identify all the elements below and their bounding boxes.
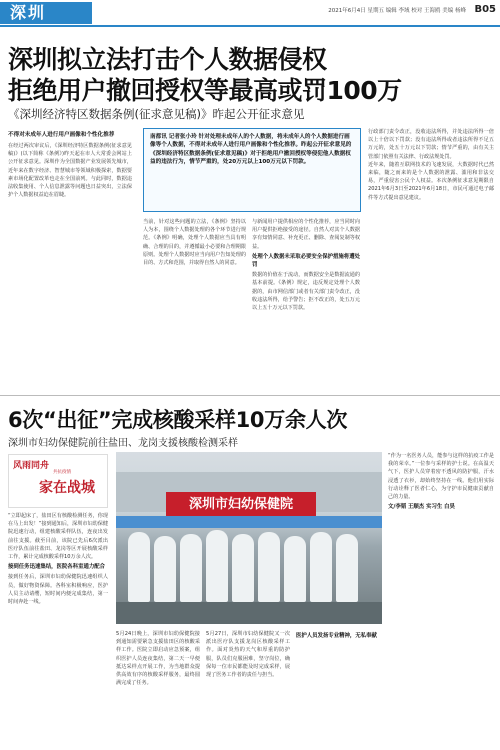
article2-headline: 6次“出征”完成核酸采样10万余人次 <box>8 408 348 432</box>
article2-subhead: 深圳市妇幼保健院前往盐田、龙岗支援核酸检测采样 <box>8 438 238 449</box>
article1-col4 <box>368 128 494 392</box>
header-meta: 2021年6月4日 星期五 编辑 李域 校对 王海鸥 美编 杨峰 <box>328 8 466 14</box>
a2-byline: 文/李韬 王顺杰 实习生 白昊 <box>388 504 455 511</box>
col3-text: 与新闻用户提供相应的个性化推荐，应当同时向用户提供拒绝接受的途径。自然人对其个人数据享有知情同意、补充更正、删除、查阅复制等权益。 <box>252 219 360 250</box>
photo-person <box>284 536 306 602</box>
photo-person <box>310 532 332 602</box>
photo-person <box>336 534 358 602</box>
a2-col1b-text: 接到任务后，深圳市妇幼保健院迅速组织人员，做好物资保障。各科室积极响应，医护人员主动请缨，短时间内便完成集结，第一时间奔赴一线。 <box>8 574 108 606</box>
a2-col2-text: 5月24日晚上，深圳市妇幼保健院接到通知需要紧急支援盐田区的核酸采样工作。医院立即启动应急预案，组织医护人员连夜集结，第二天一早便抵达采样点开展工作，为当地群众提供高效有序的核酸采样服务，最终圆满完成了任务。 <box>116 631 200 687</box>
article1-headline <box>8 44 498 106</box>
article2-col1 <box>8 512 108 744</box>
col4b-text: 近年来，随着互联网技术的飞速发展，大数据时代已然来临，随之而来的是个人数据的泄露、滥用和非法交易，严重侵害公民个人权益。本次条例征求意见期限自2021年6月3日至2021年6月18日，市民可通过电子邮件等方式提出意见建议。 <box>368 161 494 201</box>
article1-lead: 不得对未成年人进行用户画像和个性化推荐 <box>8 132 115 138</box>
headline-line1: 深圳拟立法打击个人数据侵权 <box>8 45 327 74</box>
logo-small-text: 共抗疫情 <box>53 470 71 475</box>
article1-col1 <box>8 142 132 392</box>
a2-col4-text: “作为一名医务人员，能参与这样的抗疫工作是我的荣幸。”一位参与采样的护士说。在高温天气下，医护人员穿着密不透风的防护服，汗水浸透了衣衫，却始终坚持在一线。他们用实际行动诠释了医者仁心，为守护市民健康贡献自己的力量。 <box>388 453 494 501</box>
logo-top-text: 风雨同舟 <box>13 461 50 471</box>
logo-bottom-text: 家在战城 <box>39 480 95 496</box>
photo-tent <box>116 516 382 528</box>
photo-banner: 深圳市妇幼保健院 <box>166 492 316 518</box>
col2-text: 当前，针对这些问题的立法，《条例》坚持以人为本，围绕个人数据处理的各个环节进行规范。《条例》明确，处理个人数据应当具有明确、合理的目的，并遵循最小必要和合理期限原则。处理个人数据时应当向用户告知处理的目的、方式和范围，并取得自然人的同意。 <box>143 219 246 267</box>
a2-col3-subheading: 医护人员发扬专业精神，无私奉献 <box>296 633 377 639</box>
a2-col1-text: “立即起床了，盐田区有核酸检测任务，你现在马上出发！”接到通知后，深圳市妇幼保健院迅速行动，组建核酸采样队伍，连夜出发前往支援。截至目前，该院已先后6次派出医疗队伍前往盐田、龙岗等区开展核酸采样工作，累计完成核酸采样10万余人次。 <box>8 513 108 561</box>
page-header <box>0 0 500 26</box>
photo-person <box>206 530 228 602</box>
photo-person <box>128 532 150 602</box>
photo-person <box>258 532 280 602</box>
article2-col4 <box>388 452 494 744</box>
a2-col3-text: 5月27日，深圳市妇幼保健院又一次派出医疗队支援龙岗区核酸采样工作。面对炎热的天气和厚重的防护服，队员们克服困难，坚守岗位，确保每一位市民都能及时完成采样，展现了医务工作者的责任与担当。 <box>206 631 290 679</box>
photo-person <box>232 534 254 602</box>
photo-person <box>154 536 176 602</box>
article1-col3 <box>252 218 360 392</box>
col3-subheading: 处理个人数据未采取必要安全保护措施将遭处罚 <box>252 253 360 269</box>
article-divider <box>0 395 500 396</box>
header-rule <box>0 25 500 27</box>
article2-col2 <box>116 630 200 744</box>
section-label: 深圳 <box>0 2 92 24</box>
col3b-text: 数据的价值在于流动，而数据安全是数据流通的基本前提。《条例》规定，违反规定处理个人数据的，由市网信部门或者有关部门责令改正，没收违法所得，给予警告；拒不改正的，处五万元以上五十万元以下罚款。 <box>252 272 360 312</box>
col1-text: 在经过两次审议后，《深圳经济特区数据条例(征求意见稿)》(以下简称《条例》)昨天起在市人大常委会网站上公开征求意见。深圳作为全国数据产业发展领先城市，近年来在数字经济、智慧城市等领域积极探索，数据要素市场化配置改革也走在全国前列。与此同时，数据违法收集使用、个人信息泄露等问题也日益突出，立法保护个人数据权益迫在眉睫。 <box>8 143 132 199</box>
article2-col3b <box>296 630 382 744</box>
article2-col3 <box>206 630 290 744</box>
page-number: B05 <box>474 4 496 15</box>
photo-floor <box>116 602 382 624</box>
headline-line2: 拒绝用户撤回授权等最高或罚100万 <box>8 76 402 105</box>
news-photo <box>116 452 382 624</box>
campaign-logo <box>8 454 108 508</box>
article1-quote: 南都讯 记者张小玲 针对处理未成年人的个人数据，将未成年人的个人数据进行画像等个人数据，不得对未成年人进行用户画像和个性化推荐。昨起公开征求意见的《深圳经济特区数据条例(征求意见稿)》对于拒绝用户撤回授权等侵犯他人数据权益的违法行为，情节严重的，处20万元以上100万元以下罚款。 <box>143 128 361 212</box>
col4-text: 行政部门责令改正，没收违法所得，并处违法所得一倍以上十倍以下罚款；没有违法所得或者违法所得不足五万元的，处五十万元以下罚款；情节严重的，由有关主管部门依照有关法律、行政法规处罚。 <box>368 129 494 160</box>
article1-col2 <box>143 218 246 392</box>
article1-subhead: 《深圳经济特区数据条例(征求意见稿)》昨起公开征求意见 <box>8 107 305 121</box>
a2-col1-subheading: 接到任务迅速集结，医院各科室通力配合 <box>8 564 106 571</box>
photo-person <box>180 534 202 602</box>
